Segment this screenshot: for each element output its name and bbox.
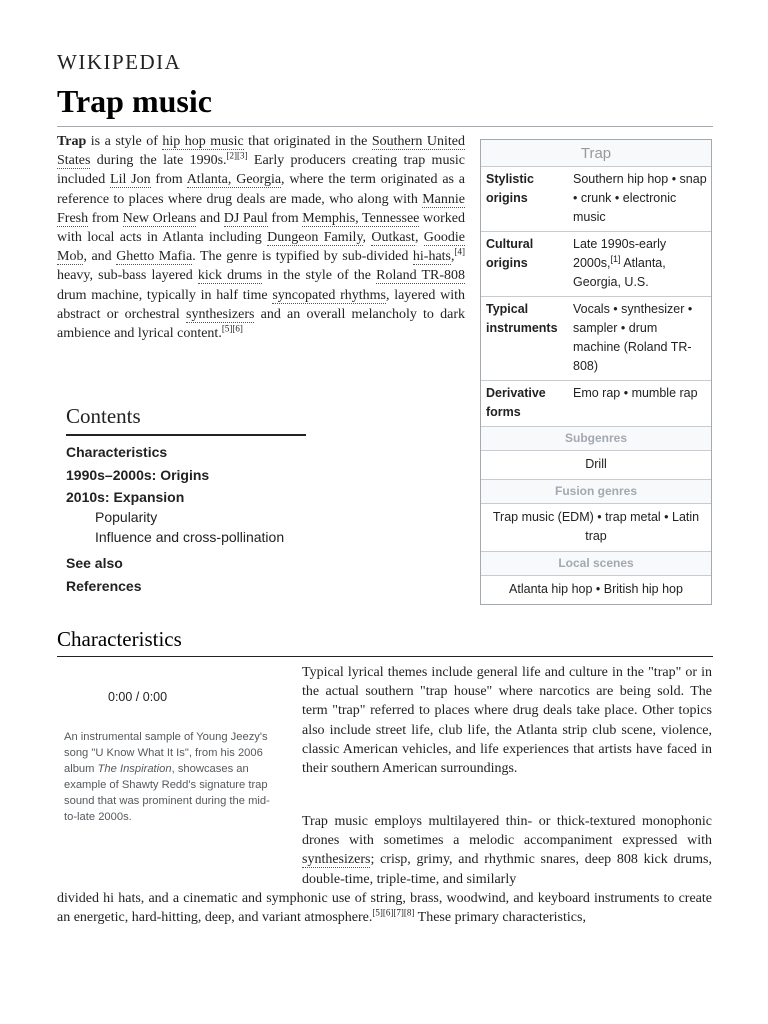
infobox-subgenres[interactable]: Drill xyxy=(481,451,711,480)
caption-text: , showcases an example of Shawty Redd's signature trap sound that was prominent during the mid-to-late 2000s. xyxy=(64,763,270,823)
paragraph-text: Trap music employs multilayered thin- or thick-textured monophonic drones with sometimes a melodic accompaniment expressed with xyxy=(302,814,712,849)
title-divider xyxy=(57,126,713,127)
toc-subitem-popularity[interactable]: Popularity xyxy=(95,509,158,525)
toc-item-references[interactable]: References xyxy=(66,578,142,594)
lead-paragraph xyxy=(57,132,465,343)
infobox-row-derivative-forms xyxy=(481,381,711,427)
lead-text: Early producers creating trap music included xyxy=(57,153,465,188)
characteristics-paragraph-2-continued xyxy=(57,889,712,927)
link-synthesizers-2[interactable]: synthesizers xyxy=(302,852,371,868)
lead-text: , xyxy=(451,249,455,265)
infobox-local-header: Local scenes xyxy=(481,552,711,576)
lead-text: from xyxy=(267,210,303,226)
link-lil-jon[interactable]: Lil Jon xyxy=(110,172,151,188)
lead-text: and an overall melancholy to dark ambience and lyrical content. xyxy=(57,306,466,342)
citation-ref[interactable]: [2][3] xyxy=(226,150,248,161)
link-roland-tr-808[interactable]: Roland TR-808 xyxy=(376,268,466,284)
lead-text: worked with local acts in Atlanta including xyxy=(57,210,466,246)
citation-ref[interactable]: [5][6] xyxy=(221,323,243,334)
link-hi-hats[interactable]: hi-hats xyxy=(412,249,451,265)
infobox-row-stylistic-origins xyxy=(481,167,711,232)
link-dungeon-family[interactable]: Dungeon Family xyxy=(267,230,363,246)
audio-player-time[interactable]: 0:00 / 0:00 xyxy=(108,690,168,704)
link-syncopated-rhythms[interactable]: syncopated rhythms xyxy=(272,287,386,303)
infobox-row-cultural-origins xyxy=(481,232,711,297)
caption-album: The Inspiration xyxy=(97,763,172,775)
citation-ref[interactable]: [1] xyxy=(610,253,621,264)
link-new-orleans[interactable]: New Orleans xyxy=(122,210,197,226)
infobox-value[interactable] xyxy=(569,232,711,296)
toc-item-see-also[interactable]: See also xyxy=(66,555,123,571)
toc-item-expansion[interactable]: 2010s: Expansion xyxy=(66,489,185,505)
lead-text: is a style of xyxy=(86,134,163,149)
lead-text: drum machine, typically in half time xyxy=(57,287,273,303)
lead-text: , xyxy=(362,230,372,246)
lead-bold-term: Trap xyxy=(57,134,87,149)
toc-subitem-influence[interactable]: Influence and cross-pollination xyxy=(95,529,285,545)
infobox-label: Derivative forms xyxy=(486,386,546,419)
toc-item-origins[interactable]: 1990s–2000s: Origins xyxy=(66,467,210,483)
infobox-value[interactable]: Emo rap • mumble rap xyxy=(573,386,698,400)
lead-text: from xyxy=(150,172,187,188)
characteristics-paragraph-1: Typical lyrical themes include general life and culture in the "trap" or in the actual southern "trap house" where narcotics are being sold. The term "trap" referred to places where drug deals take place. Other topics also include street life, club life, the Atlanta strip club scene, violence, classic American vehicles, and life experiences that artists have faced in their southern American surroundings. xyxy=(302,665,712,777)
section-divider xyxy=(57,656,713,657)
infobox-value-text: Atlanta, Georgia, U.S. xyxy=(573,256,666,289)
paragraph-text: ; crisp, grimy, and rhythmic snares, deep 808 kick drums, double-time, triple-time, and similarly xyxy=(302,852,712,887)
infobox-fusion-genres[interactable]: Trap music (EDM) • trap metal • Latin trap xyxy=(481,504,711,552)
toc-title: Contents xyxy=(66,404,306,436)
wikipedia-logo[interactable]: WIKIPEDIA xyxy=(57,50,182,74)
link-goodie-mob[interactable]: Goodie Mob xyxy=(57,230,466,265)
infobox-title: Trap xyxy=(481,140,711,167)
link-atlanta-georgia[interactable]: Atlanta, Georgia xyxy=(186,172,282,188)
link-mannie-fresh[interactable]: Mannie Fresh xyxy=(57,191,465,226)
lead-text: and xyxy=(196,210,224,226)
lead-text: . The genre is typified by sub-divided xyxy=(192,249,413,265)
lead-text: heavy, sub-bass layered xyxy=(57,268,198,284)
infobox-label: Cultural origins xyxy=(486,237,534,270)
link-outkast[interactable]: Outkast xyxy=(371,230,415,246)
page-title: Trap music xyxy=(57,83,212,119)
toc-item-characteristics[interactable]: Characteristics xyxy=(66,444,168,460)
citation-ref[interactable]: [5][6][7][8] xyxy=(372,907,415,918)
infobox-fusion-header: Fusion genres xyxy=(481,480,711,504)
link-hip-hop-music[interactable]: hip hop music xyxy=(162,134,244,149)
lead-text: , and xyxy=(83,249,117,265)
lead-text: during the late 1990s. xyxy=(90,153,227,169)
lead-text: , layered with abstract or orchestral xyxy=(57,287,466,322)
citation-ref[interactable]: [4] xyxy=(454,246,465,257)
paragraph-text: divided hi hats, and a cinematic and symphonic use of string, brass, woodwind, and keyboard instruments to create an energetic, hard-hitting, deep, and variant atmosphere. xyxy=(57,891,712,926)
paragraph-text: These primary characteristics, xyxy=(414,910,586,926)
link-dj-paul[interactable]: DJ Paul xyxy=(223,210,268,226)
lead-text: that originated in the xyxy=(243,134,372,149)
audio-caption xyxy=(64,729,277,825)
infobox-label: Stylistic origins xyxy=(486,172,534,205)
link-memphis-tennessee[interactable]: Memphis, Tennessee xyxy=(302,210,420,226)
infobox-row-typical-instruments xyxy=(481,297,711,381)
infobox-subgenres-header: Subgenres xyxy=(481,427,711,451)
infobox-label: Typical instruments xyxy=(486,302,558,335)
infobox-value-text: Late 1990s-early 2000s, xyxy=(573,237,667,270)
lead-text: , where the term originated as a reference to places where drug deals are made, who along with xyxy=(57,172,465,207)
infobox-value[interactable]: Vocals • synthesizer • sampler • drum machine (Roland TR-808) xyxy=(573,302,693,373)
link-synthesizers[interactable]: synthesizers xyxy=(186,306,255,322)
lead-text: , xyxy=(414,230,424,246)
section-heading-characteristics: Characteristics xyxy=(57,627,182,651)
characteristics-paragraph-2 xyxy=(302,812,712,889)
lead-text: in the style of the xyxy=(262,268,377,284)
infobox-value[interactable]: Southern hip hop • snap • crunk • electronic music xyxy=(573,172,707,224)
table-of-contents xyxy=(66,404,306,598)
lead-text: from xyxy=(88,210,123,226)
link-southern-united-states[interactable]: Southern United States xyxy=(57,134,466,169)
infobox-local-scenes[interactable]: Atlanta hip hop • British hip hop xyxy=(481,576,711,604)
link-ghetto-mafia[interactable]: Ghetto Mafia xyxy=(116,249,193,265)
link-kick-drums[interactable]: kick drums xyxy=(197,268,263,284)
caption-text: An instrumental sample of Young Jeezy's song "U Know What It Is", from his 2006 album xyxy=(64,731,268,775)
infobox xyxy=(480,139,712,605)
